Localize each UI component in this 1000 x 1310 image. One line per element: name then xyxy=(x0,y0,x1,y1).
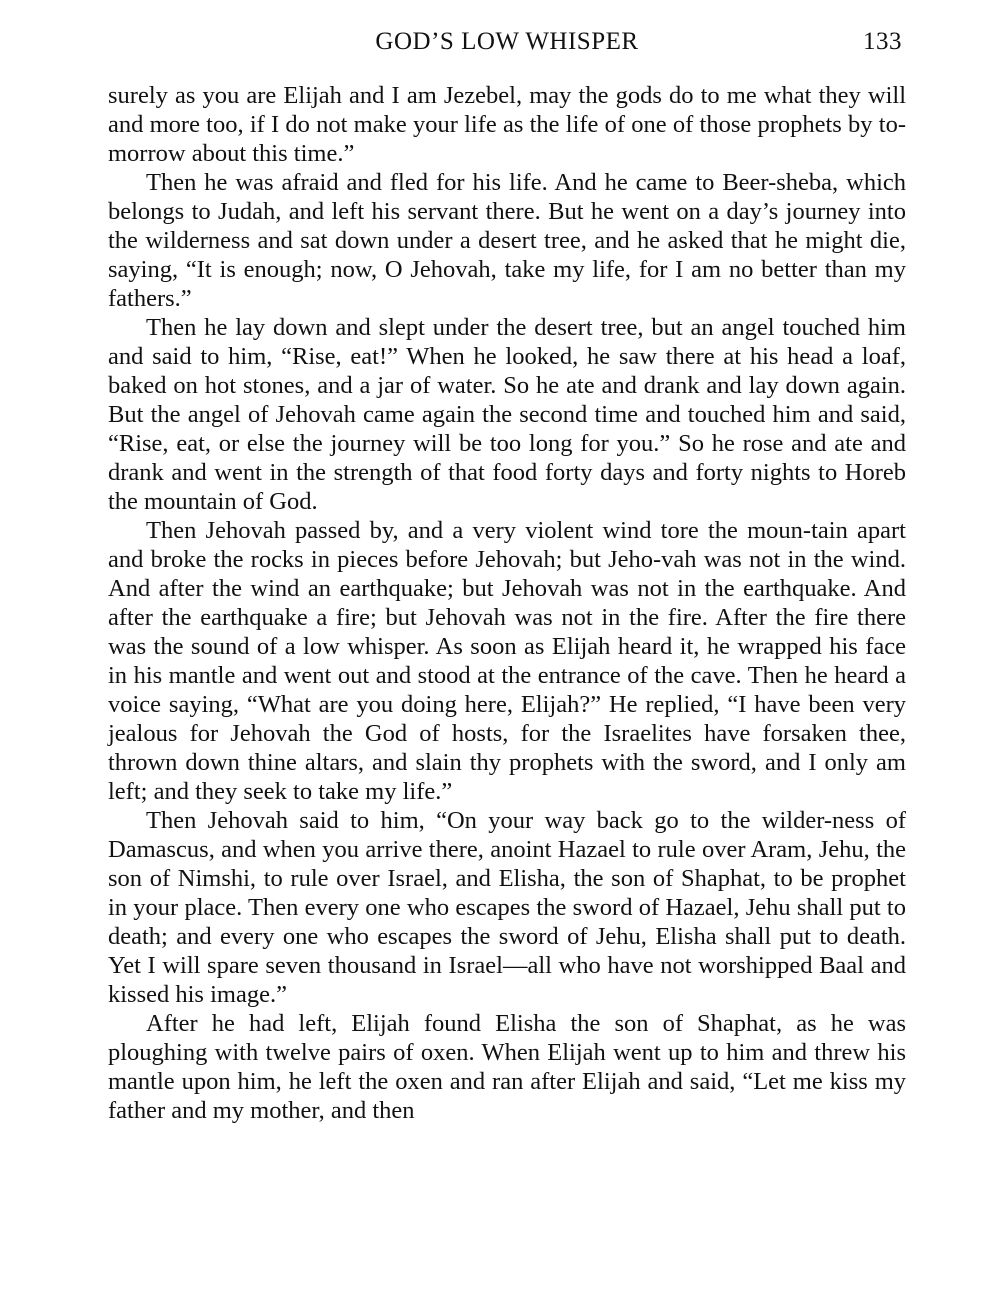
paragraph-continued: surely as you are Elijah and I am Jezebel, may the gods do to me what they will and more too, if I do not make your life as the life of one of those prophets by to-morrow about this time.” xyxy=(108,82,906,167)
paragraph: Then he lay down and slept under the desert tree, but an angel touched him and said to him, “Rise, eat!” When he looked, he saw there at his head a loaf, baked on hot stones, and a jar of water. So he ate and drank and lay down again. But the angel of Jehovah came again the second time and touched him and said, “Rise, eat, or else the journey will be too long for you.” So he rose and ate and drank and went in the strength of that food forty days and forty nights to Horeb the mountain of God. xyxy=(108,314,906,515)
paragraph: Then Jehovah passed by, and a very violent wind tore the moun-tain apart and broke the rocks in pieces before Jehovah; but Jeho-vah was not in the wind. And after the wind an earthquake; but Jehovah was not in the earthquake. And after the earthquake a fire; but Jehovah was not in the fire. After the fire there was the sound of a low whisper. As soon as Elijah heard it, he wrapped his face in his mantle and went out and stood at the entrance of the cave. Then he heard a voice saying, “What are you doing here, Elijah?” He replied, “I have been very jealous for Jehovah the God of hosts, for the Israelites have forsaken thee, thrown down thine altars, and slain thy prophets with the sword, and I only am left; and they seek to take my life.” xyxy=(108,517,906,805)
paragraph: Then he was afraid and fled for his life. And he came to Beer-sheba, which belongs to Judah, and left his servant there. But he went on a day’s journey into the wilderness and sat down under a desert tree, and he asked that he might die, saying, “It is enough; now, O Jehovah, take my life, for I am no better than my fathers.” xyxy=(108,169,906,312)
body-text xyxy=(108,81,906,1125)
paragraph: Then Jehovah said to him, “On your way back go to the wilder-ness of Damascus, and when you arrive there, anoint Hazael to rule over Aram, Jehu, the son of Nimshi, to rule over Israel, and Elisha, the son of Shaphat, to be prophet in your place. Then every one who escapes the sword of Hazael, Jehu shall put to death; and every one who escapes the sword of Jehu, Elisha shall put to death. Yet I will spare seven thousand in Israel—all who have not worshipped Baal and kissed his image.” xyxy=(108,807,906,1008)
running-head xyxy=(108,28,906,62)
running-title: GOD’S LOW WHISPER xyxy=(375,28,639,55)
paragraph: After he had left, Elijah found Elisha the son of Shaphat, as he was ploughing with twelve pairs of oxen. When Elijah went up to him and threw his mantle upon him, he left the oxen and ran after Elijah and said, “Let me kiss my father and my mother, and then xyxy=(108,1010,906,1124)
book-page xyxy=(108,28,906,1125)
page-number: 133 xyxy=(863,28,902,55)
